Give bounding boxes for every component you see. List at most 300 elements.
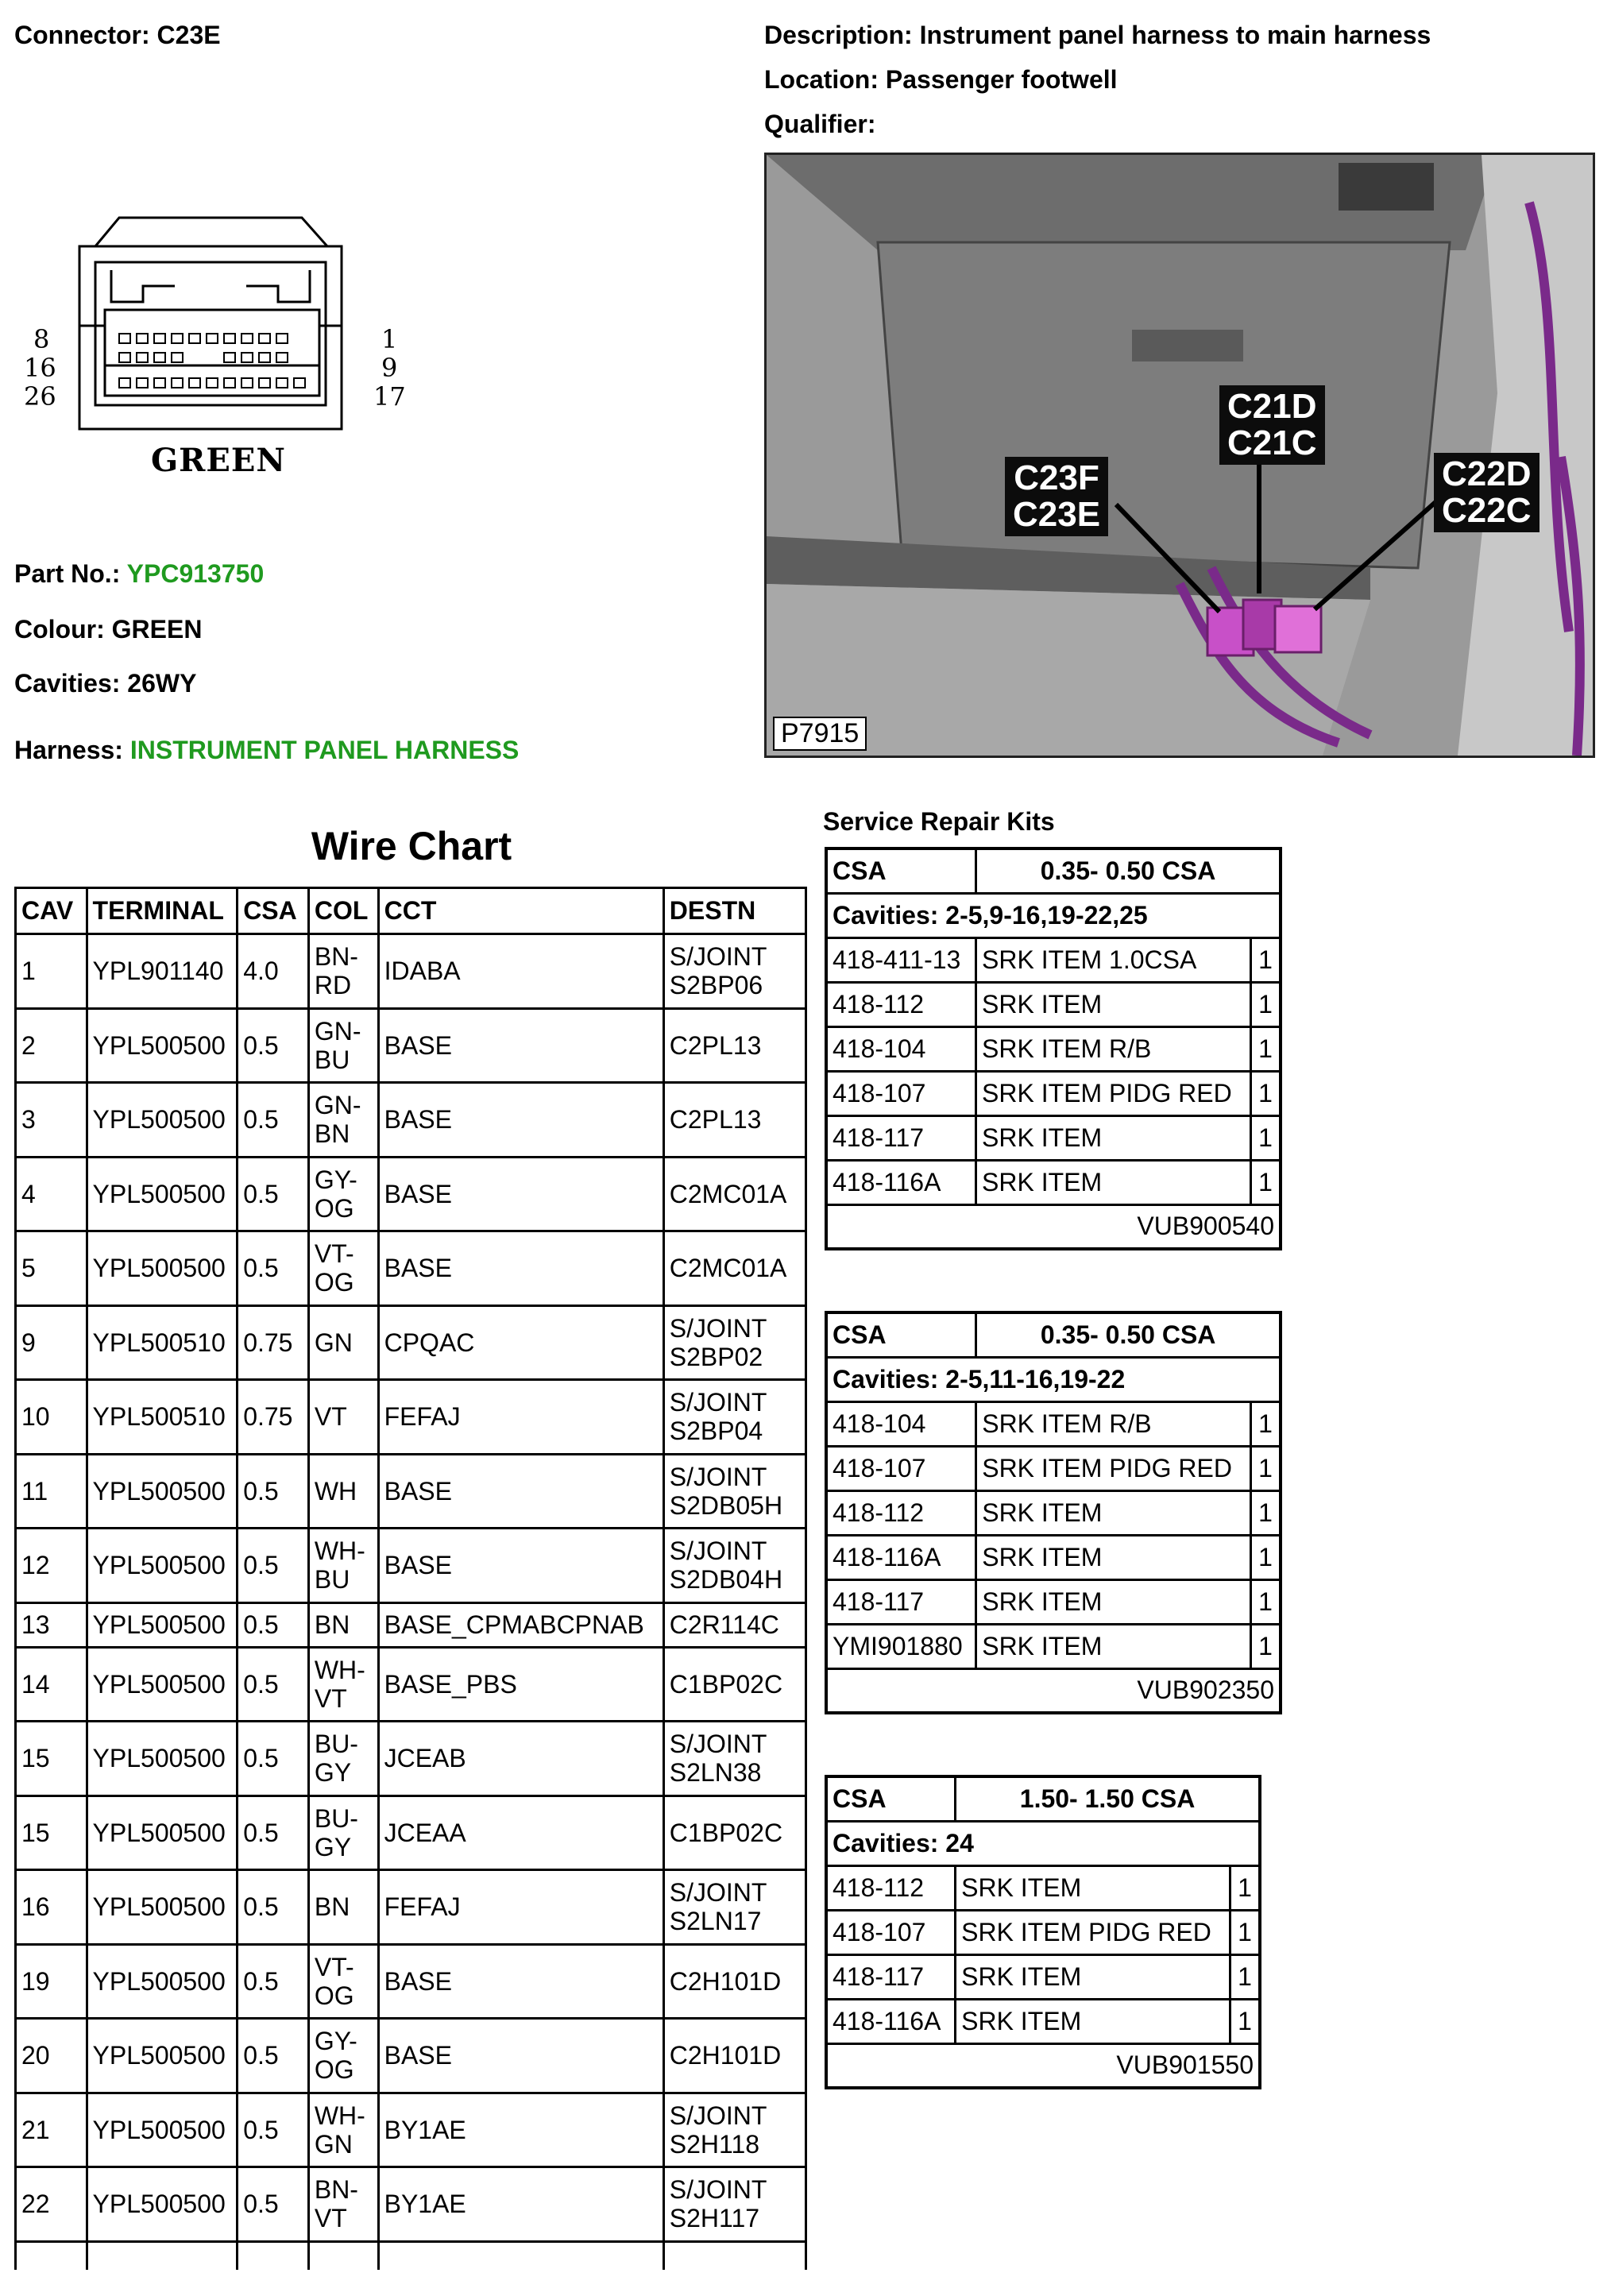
kit-item-desc: SRK ITEM PIDG RED	[956, 1910, 1230, 1954]
cell-col	[308, 934, 378, 1009]
cell-col	[308, 1944, 378, 2019]
kit-item-desc: SRK ITEM	[956, 1999, 1230, 2043]
harness-label: Harness:	[14, 736, 123, 764]
table-row	[16, 2093, 806, 2167]
kit-item-code: 418-411-13	[826, 937, 976, 982]
cell-terminal: YPL500500	[87, 1231, 238, 1306]
table-row	[16, 1008, 806, 1083]
cell-col-line: GY-	[314, 1165, 357, 1194]
cell-destn	[663, 1008, 806, 1083]
kit-item-desc: SRK ITEM PIDG RED	[976, 1446, 1251, 1490]
kit-item-row	[826, 982, 1281, 1026]
part-no-label: Part No.:	[14, 559, 121, 588]
cell-destn	[663, 1722, 806, 1796]
kit-item-row	[826, 1490, 1281, 1535]
connector-face-drawing	[16, 207, 413, 493]
pin-label-right-bottom: 17	[373, 381, 406, 412]
kit-item-qty: 1	[1230, 1954, 1260, 1999]
cell-col-line: OG	[314, 1193, 354, 1223]
cell-destn-line: S2H117	[669, 2204, 760, 2233]
table-row	[16, 934, 806, 1009]
kit-item-desc: SRK ITEM R/B	[976, 1401, 1251, 1446]
cell-terminal: YPL500500	[87, 1944, 238, 2019]
cell-destn-line: S2DB04H	[669, 1565, 783, 1594]
cell-destn-line: S/JOINT	[669, 1878, 767, 1908]
cell-csa: 0.5	[238, 1231, 309, 1306]
cell-destn-line: C1BP02C	[669, 1818, 783, 1847]
cell-destn	[663, 1157, 806, 1231]
cell-csa: 0.5	[238, 2167, 309, 2242]
kit-item-code: 418-117	[826, 1579, 976, 1624]
cell-destn-line: S/JOINT	[669, 1462, 767, 1491]
cell-destn	[663, 934, 806, 1009]
callout-c21-bottom: C21C	[1227, 423, 1317, 462]
kit-item-row	[826, 1160, 1281, 1204]
kit-item-desc: SRK ITEM	[976, 982, 1251, 1026]
cell-destn	[663, 1380, 806, 1455]
kit-item-desc: SRK ITEM	[976, 1535, 1251, 1579]
kit-header-row	[826, 848, 1281, 893]
repair-kit-table	[825, 1311, 1282, 1714]
cell-col-line: BN	[314, 1119, 350, 1149]
cell-destn-line: S/JOINT	[669, 2175, 767, 2205]
kit-item-qty: 1	[1251, 1624, 1281, 1668]
location-label: Location: Passenger footwell	[764, 65, 1118, 94]
cell-empty	[16, 2241, 87, 2270]
table-row	[16, 1647, 806, 1722]
cell-col	[308, 1795, 378, 1870]
kit-item-qty: 1	[1251, 937, 1281, 982]
photo-id: P7915	[773, 717, 867, 751]
cell-destn-line: S2BP02	[669, 1342, 763, 1371]
cell-col-line: GY-	[314, 2027, 357, 2056]
cell-destn	[663, 1305, 806, 1380]
callout-c22-top: C22D	[1442, 454, 1532, 493]
kit-csa-label: CSA	[826, 1312, 976, 1357]
cell-cav: 11	[16, 1454, 87, 1529]
cell-terminal: YPL500500	[87, 1008, 238, 1083]
cell-col-line: GN	[314, 1328, 353, 1357]
cell-cav: 19	[16, 1944, 87, 2019]
cell-cct: BASE	[378, 1157, 663, 1231]
header-cav: CAV	[16, 888, 87, 934]
kit-item-code: 418-117	[826, 1954, 956, 1999]
kit-item-code: 418-116A	[826, 1999, 956, 2043]
cell-destn-line: C2R114C	[669, 1610, 779, 1639]
cell-destn-line: S/JOINT	[669, 1730, 767, 1759]
cell-col	[308, 1083, 378, 1158]
kit-item-row	[826, 1910, 1260, 1954]
cell-terminal: YPL901140	[87, 934, 238, 1009]
kit-item-code: 418-112	[826, 1865, 956, 1910]
kit-item-code: 418-116A	[826, 1535, 976, 1579]
cell-csa: 0.5	[238, 1722, 309, 1796]
cell-destn-line: S/JOINT	[669, 2101, 767, 2130]
kit-item-qty: 1	[1230, 1865, 1260, 1910]
cell-destn-line: S2BP04	[669, 1417, 763, 1446]
cell-cav: 16	[16, 1870, 87, 1945]
table-row	[16, 2167, 806, 2242]
kit-cavities-row	[826, 1821, 1260, 1865]
kit-csa-range: 0.35- 0.50 CSA	[976, 848, 1281, 893]
kit-item-row	[826, 1865, 1260, 1910]
cell-col	[308, 1380, 378, 1455]
description-label: Description: Instrument panel harness to main harness	[764, 21, 1431, 49]
kit-csa-range: 1.50- 1.50 CSA	[956, 1776, 1260, 1821]
cell-csa: 0.75	[238, 1305, 309, 1380]
cell-terminal: YPL500500	[87, 1870, 238, 1945]
cell-terminal: YPL500500	[87, 1795, 238, 1870]
cell-col-line: BU	[314, 1565, 350, 1594]
cell-terminal: YPL500510	[87, 1305, 238, 1380]
cell-col	[308, 2167, 378, 2242]
cell-destn-line: S2H118	[669, 2129, 760, 2159]
table-row	[16, 1722, 806, 1796]
pin-label-right-middle: 9	[381, 353, 398, 383]
kit-header-row	[826, 1776, 1260, 1821]
kit-item-qty: 1	[1251, 982, 1281, 1026]
cell-cav: 12	[16, 1529, 87, 1603]
callout-c23	[1005, 457, 1108, 536]
cell-col	[308, 1157, 378, 1231]
cell-col-line: GN	[314, 2129, 353, 2159]
cell-cct: CPQAC	[378, 1305, 663, 1380]
kit-item-desc: SRK ITEM PIDG RED	[976, 1071, 1251, 1115]
cell-terminal: YPL500500	[87, 1722, 238, 1796]
cell-col-line: GN-	[314, 1016, 361, 1046]
kit-item-qty: 1	[1251, 1160, 1281, 1204]
cell-empty	[87, 2241, 238, 2270]
cell-cav: 4	[16, 1157, 87, 1231]
cell-cav: 10	[16, 1380, 87, 1455]
cell-col	[308, 2093, 378, 2167]
cavities-line: Cavities: 26WY	[14, 669, 197, 698]
kit-item-code: YMI901880	[826, 1624, 976, 1668]
cell-col	[308, 1870, 378, 1945]
kit-item-qty: 1	[1251, 1579, 1281, 1624]
cell-col-line: BN-	[314, 942, 358, 972]
kit-item-qty: 1	[1251, 1026, 1281, 1071]
cell-col-line: OG	[314, 1268, 354, 1297]
cell-col-line: OG	[314, 2055, 354, 2085]
kit-cavities-row	[826, 893, 1281, 937]
cell-csa: 0.5	[238, 2019, 309, 2093]
kit-item-desc: SRK ITEM	[976, 1115, 1251, 1160]
qualifier-label: Qualifier:	[764, 110, 876, 138]
cell-terminal: YPL500510	[87, 1380, 238, 1455]
cell-col-line: WH-	[314, 1536, 365, 1566]
cell-destn	[663, 1602, 806, 1647]
table-row	[16, 1231, 806, 1306]
cell-destn-line: C2H101D	[669, 1966, 782, 1996]
callout-c23-top: C23F	[1014, 458, 1099, 497]
kit-item-code: 418-112	[826, 1490, 976, 1535]
wire-chart-header-row	[16, 888, 806, 934]
wire-chart-body	[16, 934, 806, 2271]
cell-destn-line: S2DB05H	[669, 1490, 783, 1520]
cell-empty	[238, 2241, 309, 2270]
callout-c23-bottom: C23E	[1013, 495, 1101, 534]
cell-col	[308, 1305, 378, 1380]
kit-item-code: 418-104	[826, 1401, 976, 1446]
cell-destn	[663, 2167, 806, 2242]
cell-cct: BASE	[378, 1083, 663, 1158]
connector-colour-label: GREEN	[151, 442, 286, 479]
cell-col-line: WH-	[314, 1655, 365, 1684]
table-row	[16, 1944, 806, 2019]
table-row	[16, 1305, 806, 1380]
pin-label-left-bottom: 26	[24, 381, 56, 412]
cell-col-line: BN	[314, 1892, 350, 1922]
cell-col-line: OG	[314, 1981, 354, 2010]
kit-number-row	[826, 2043, 1260, 2088]
cell-destn-line: C2PL13	[669, 1030, 762, 1060]
cell-csa: 0.5	[238, 1157, 309, 1231]
repair-kit-table	[825, 1775, 1261, 2089]
cell-terminal: YPL500500	[87, 1647, 238, 1722]
kit-item-row	[826, 937, 1281, 982]
kit-item-code: 418-107	[826, 1446, 976, 1490]
cell-destn-line: C2PL13	[669, 1105, 762, 1134]
kit-item-qty: 1	[1230, 1999, 1260, 2043]
kit-cavities: Cavities: 2-5,11-16,19-22	[826, 1357, 1281, 1401]
cell-col-line: VT	[314, 1683, 347, 1713]
cell-csa: 0.5	[238, 1454, 309, 1529]
kit-item-qty: 1	[1251, 1490, 1281, 1535]
kit-item-row	[826, 1071, 1281, 1115]
table-row	[16, 2019, 806, 2093]
table-row	[16, 1157, 806, 1231]
cell-cav: 15	[16, 1722, 87, 1796]
connector-label: Connector: C23E	[14, 21, 221, 49]
kit-item-desc: SRK ITEM R/B	[976, 1026, 1251, 1071]
cell-col	[308, 1454, 378, 1529]
kit-item-desc: SRK ITEM	[956, 1865, 1230, 1910]
callout-c21-top: C21D	[1227, 387, 1317, 426]
cell-csa: 0.5	[238, 2093, 309, 2167]
kit-item-row	[826, 1401, 1281, 1446]
cell-destn-line: C2H101D	[669, 2041, 782, 2070]
cell-cct: BY1AE	[378, 2093, 663, 2167]
cell-col	[308, 1647, 378, 1722]
cell-col-line: WH-	[314, 2101, 365, 2130]
cell-destn-line: C2MC01A	[669, 1254, 787, 1283]
table-row	[16, 1795, 806, 1870]
cell-destn-line: S/JOINT	[669, 1536, 767, 1566]
cell-destn-line: S/JOINT	[669, 1388, 767, 1417]
table-row	[16, 1454, 806, 1529]
cell-terminal: YPL500500	[87, 1602, 238, 1647]
cell-col	[308, 1722, 378, 1796]
cell-destn	[663, 1795, 806, 1870]
kit-cavities: Cavities: 24	[826, 1821, 1260, 1865]
cell-destn	[663, 1647, 806, 1722]
cell-cct: JCEAB	[378, 1722, 663, 1796]
cell-col-line: VT-	[314, 1239, 354, 1269]
cell-col-line: BU	[314, 1045, 350, 1074]
cell-cct: BASE	[378, 1944, 663, 2019]
cell-terminal: YPL500500	[87, 1083, 238, 1158]
cell-cav: 5	[16, 1231, 87, 1306]
kit-csa-range: 0.35- 0.50 CSA	[976, 1312, 1281, 1357]
repair-kit-table	[825, 847, 1282, 1250]
cell-cct: FEFAJ	[378, 1870, 663, 1945]
cell-cav: 22	[16, 2167, 87, 2242]
part-no-line	[14, 559, 264, 589]
cell-destn-line: S/JOINT	[669, 1313, 767, 1343]
cell-terminal: YPL500500	[87, 1529, 238, 1603]
kit-item-code: 418-107	[826, 1910, 956, 1954]
kit-item-row	[826, 1026, 1281, 1071]
cell-cav: 21	[16, 2093, 87, 2167]
kit-number-row	[826, 1204, 1281, 1249]
kit-item-desc: SRK ITEM 1.0CSA	[976, 937, 1251, 982]
cell-terminal: YPL500500	[87, 1454, 238, 1529]
cell-csa: 0.5	[238, 1008, 309, 1083]
cell-csa: 0.5	[238, 1870, 309, 1945]
harness-value: INSTRUMENT PANEL HARNESS	[129, 736, 520, 764]
header-cct: CCT	[378, 888, 663, 934]
cell-cct: BASE	[378, 1231, 663, 1306]
cell-col	[308, 1231, 378, 1306]
table-row	[16, 1380, 806, 1455]
callout-c22	[1434, 453, 1540, 532]
cell-csa: 0.5	[238, 1944, 309, 2019]
cell-cct: BASE	[378, 1454, 663, 1529]
cell-col	[308, 2019, 378, 2093]
colour-line: Colour: GREEN	[14, 615, 203, 644]
cell-empty	[378, 2241, 663, 2270]
kit-number: VUB902350	[826, 1668, 1281, 1713]
cell-cav: 13	[16, 1602, 87, 1647]
cell-cav: 20	[16, 2019, 87, 2093]
cell-col-line: GN-	[314, 1091, 361, 1120]
kit-item-code: 418-116A	[826, 1160, 976, 1204]
kit-item-desc: SRK ITEM	[976, 1490, 1251, 1535]
cell-col-line: GY	[314, 1832, 352, 1861]
kit-item-code: 418-104	[826, 1026, 976, 1071]
cell-col-line: WH	[314, 1476, 357, 1506]
cell-empty	[663, 2241, 806, 2270]
cell-destn	[663, 1944, 806, 2019]
pin-label-left-middle: 16	[24, 353, 56, 383]
cell-cct: FEFAJ	[378, 1380, 663, 1455]
cell-cav: 3	[16, 1083, 87, 1158]
cell-destn-line: S2BP06	[669, 971, 763, 1000]
cell-col-line: BU-	[314, 1803, 358, 1833]
header-col: COL	[308, 888, 378, 934]
kit-number: VUB900540	[826, 1204, 1281, 1249]
callout-c21	[1219, 385, 1325, 465]
cell-destn	[663, 1870, 806, 1945]
kit-cavities-row	[826, 1357, 1281, 1401]
kit-item-code: 418-117	[826, 1115, 976, 1160]
cell-csa: 4.0	[238, 934, 309, 1009]
table-row	[16, 1870, 806, 1945]
cell-col-line: RD	[314, 971, 352, 1000]
kit-item-desc: SRK ITEM	[976, 1579, 1251, 1624]
cell-col-line: VT	[314, 2204, 347, 2233]
cell-destn	[663, 1454, 806, 1529]
cell-destn	[663, 1529, 806, 1603]
cell-cct: IDABA	[378, 934, 663, 1009]
kit-header-row	[826, 1312, 1281, 1357]
cell-col-line: VT	[314, 1402, 347, 1432]
wire-chart-title: Wire Chart	[311, 824, 512, 868]
kit-item-row	[826, 1535, 1281, 1579]
cell-col	[308, 1602, 378, 1647]
cell-cct: BASE	[378, 1008, 663, 1083]
kit-csa-label: CSA	[826, 1776, 956, 1821]
kit-item-qty: 1	[1230, 1910, 1260, 1954]
cell-destn-line: S2LN17	[669, 1907, 762, 1936]
cell-cct: JCEAA	[378, 1795, 663, 1870]
kit-item-code: 418-112	[826, 982, 976, 1026]
cell-destn	[663, 1083, 806, 1158]
wire-chart-table	[14, 887, 807, 2270]
header-destn: DESTN	[663, 888, 806, 934]
pin-label-left-top: 8	[33, 324, 50, 354]
cell-csa: 0.75	[238, 1380, 309, 1455]
kit-item-desc: SRK ITEM	[976, 1160, 1251, 1204]
cell-cct: BASE_CPMABCPNAB	[378, 1602, 663, 1647]
cell-cct: BASE	[378, 2019, 663, 2093]
pin-label-right-top: 1	[381, 324, 398, 354]
connector-outline-icon	[16, 207, 413, 445]
table-row	[16, 1529, 806, 1603]
kit-item-row	[826, 1579, 1281, 1624]
cell-empty	[308, 2241, 378, 2270]
cell-destn-line: C1BP02C	[669, 1669, 783, 1699]
cell-destn	[663, 2019, 806, 2093]
kit-item-qty: 1	[1251, 1401, 1281, 1446]
kit-item-qty: 1	[1251, 1446, 1281, 1490]
cell-cav: 2	[16, 1008, 87, 1083]
kit-item-qty: 1	[1251, 1071, 1281, 1115]
cell-col	[308, 1529, 378, 1603]
kit-number: VUB901550	[826, 2043, 1260, 2088]
cell-cct: BASE	[378, 1529, 663, 1603]
kit-item-row	[826, 1954, 1260, 1999]
cell-cav: 15	[16, 1795, 87, 1870]
cell-cav: 1	[16, 934, 87, 1009]
cell-csa: 0.5	[238, 1647, 309, 1722]
cell-cav: 14	[16, 1647, 87, 1722]
cell-csa: 0.5	[238, 1602, 309, 1647]
kit-item-desc: SRK ITEM	[956, 1954, 1230, 1999]
header-terminal: TERMINAL	[87, 888, 238, 934]
kit-item-row	[826, 1624, 1281, 1668]
cell-csa: 0.5	[238, 1795, 309, 1870]
kit-item-row	[826, 1999, 1260, 2043]
cell-terminal: YPL500500	[87, 2167, 238, 2242]
cell-terminal: YPL500500	[87, 1157, 238, 1231]
service-repair-kits-title: Service Repair Kits	[823, 807, 1055, 836]
cell-terminal: YPL500500	[87, 2019, 238, 2093]
cell-col-line: BN-	[314, 2175, 358, 2205]
table-row-continuation	[16, 2241, 806, 2270]
cell-col-line: BN	[314, 1610, 350, 1639]
kit-item-qty: 1	[1251, 1535, 1281, 1579]
cell-destn	[663, 2093, 806, 2167]
location-photo	[764, 153, 1595, 758]
kit-number-row	[826, 1668, 1281, 1713]
table-row	[16, 1602, 806, 1647]
header-csa: CSA	[238, 888, 309, 934]
cell-csa: 0.5	[238, 1529, 309, 1603]
cell-csa: 0.5	[238, 1083, 309, 1158]
harness-line	[14, 736, 519, 765]
